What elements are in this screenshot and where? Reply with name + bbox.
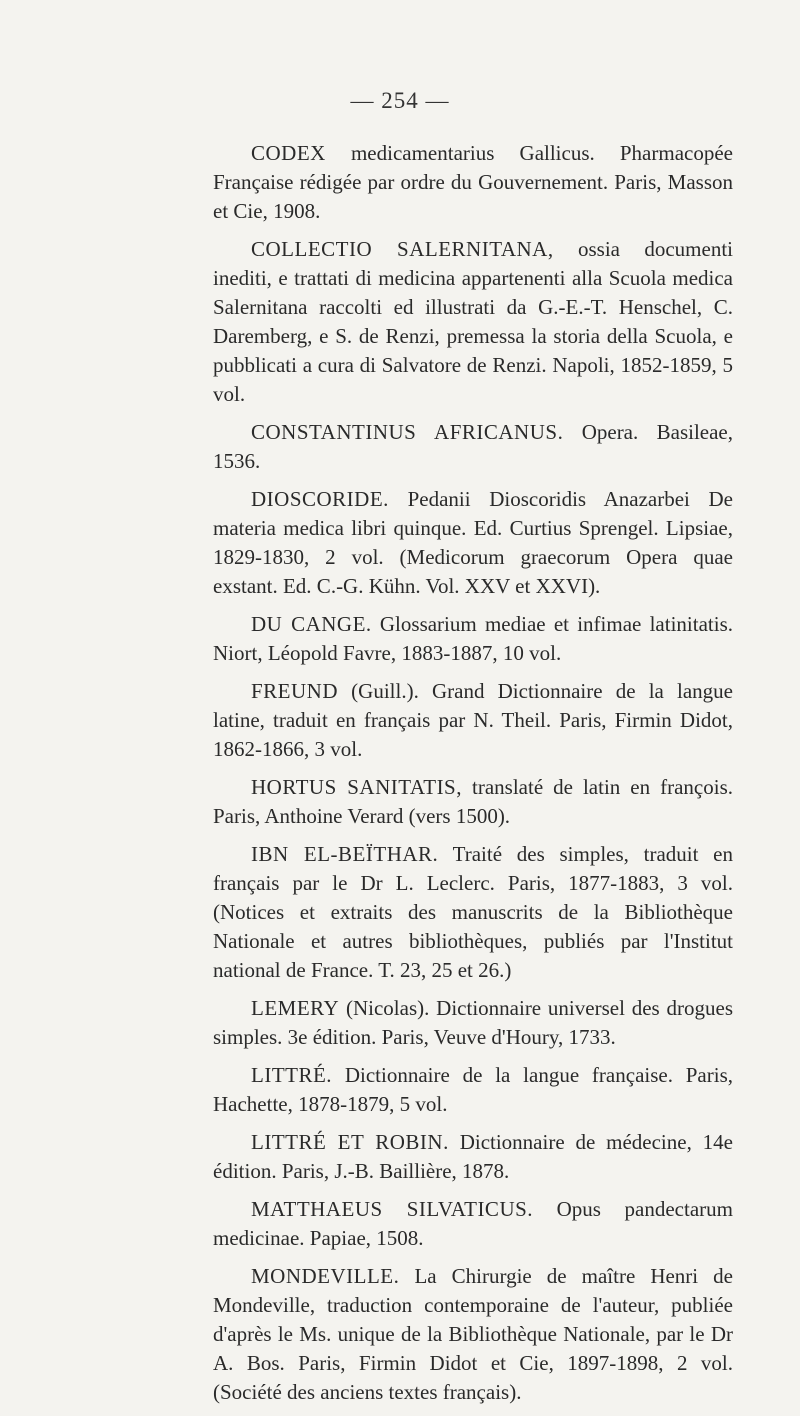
entry-head: LEMERY [251, 996, 340, 1020]
bibliography-entry [213, 773, 733, 831]
bibliography-entry [213, 1262, 733, 1407]
entry-head: FREUND [251, 679, 339, 703]
entry-head: DU CANGE. [251, 612, 372, 636]
page-number: — 254 — [350, 88, 450, 113]
entry-text: (Guill.). Grand Dictionnaire de la langue latine, traduit en français par N. Theil. Paris, Firmin Didot, 1862-1866, 3 vol. [213, 679, 733, 761]
entry-head: MATTHAEUS SILVATICUS. [251, 1197, 534, 1221]
bibliography-entry [213, 610, 733, 668]
entry-head: MONDEVILLE. [251, 1264, 400, 1288]
entry-text: Dictionnaire de médecine, 14e édition. Paris, J.-B. Baillière, 1878. [213, 1130, 733, 1183]
entry-head: IBN EL-BEÏTHAR. [251, 842, 439, 866]
entry-text: Opera. Basileae, 1536. [213, 420, 734, 473]
entry-text: Pedanii Dioscoridis Anazarbei De materia medica libri quinque. Ed. Curtius Sprengel. Lipsiae, 1829-1830, 2 vol. (Medicorum graecorum Opera quae exstant. Ed. C.-G. Kühn. Vol. XXV et XXVI). [213, 487, 734, 598]
entry-text: translaté de latin en françois. Paris, Anthoine Verard (vers 1500). [213, 775, 734, 828]
entry-text: Traité des simples, traduit en français par le Dr L. Leclerc. Paris, 1877-1883, 3 vol. (Notices et extraits des manuscrits de la Bibliothèque Nationale et autres bibliothèques, publiés par l'Institut national de France. T. 23, 25 et 26.) [213, 842, 734, 982]
bibliography-entry [213, 1061, 733, 1119]
entry-text: Opus pandectarum medicinae. Papiae, 1508. [213, 1197, 733, 1250]
entry-head: CONSTANTINUS AFRICANUS. [251, 420, 564, 444]
bibliography-entry [213, 485, 733, 601]
entry-text: La Chirurgie de maître Henri de Mondeville, traduction contemporaine de l'auteur, publiée d'après le Ms. unique de la Bibliothèque Nationale, par le Dr A. Bos. Paris, Firmin Didot et Cie, 1897-1898, 2 vol. (Société des anciens textes français). [213, 1264, 733, 1404]
bibliography-list [213, 139, 733, 1416]
entry-head: HORTUS SANITATIS, [251, 775, 462, 799]
bibliography-entry [213, 1128, 733, 1186]
entry-text: (Nicolas). Dictionnaire universel des drogues simples. 3e édition. Paris, Veuve d'Houry, 1733. [213, 996, 733, 1049]
bibliography-entry [213, 677, 733, 764]
entry-head: LITTRÉ. [251, 1063, 333, 1087]
bibliography-entry [213, 418, 733, 476]
entry-text: medicamentarius Gallicus. Pharmacopée Française rédigée par ordre du Gouvernement. Paris, Masson et Cie, 1908. [213, 141, 733, 223]
entry-text: Glossarium mediae et infimae latinitatis. Niort, Léopold Favre, 1883-1887, 10 vol. [213, 612, 733, 665]
bibliography-entry [213, 994, 733, 1052]
entry-head: COLLECTIO SALERNITANA, [251, 237, 554, 261]
entry-head: DIOSCORIDE. [251, 487, 389, 511]
bibliography-entry [213, 235, 733, 409]
bibliography-entry [213, 139, 733, 226]
entry-head: LITTRÉ ET ROBIN. [251, 1130, 449, 1154]
bibliography-entry [213, 840, 733, 985]
entry-text: ossia documenti inediti, e trattati di medicina appartenenti alla Scuola medica Salernitana raccolti ed illustrati da G.-E.-T. Henschel, C. Daremberg, e S. de Renzi, premessa la storia della Scuola, e pubblicati a cura di Salvatore de Renzi. Napoli, 1852-1859, 5 vol. [213, 237, 733, 406]
bibliography-entry [213, 1195, 733, 1253]
entry-text: Dictionnaire de la langue française. Paris, Hachette, 1878-1879, 5 vol. [213, 1063, 734, 1116]
entry-head: CODEX [251, 141, 326, 165]
